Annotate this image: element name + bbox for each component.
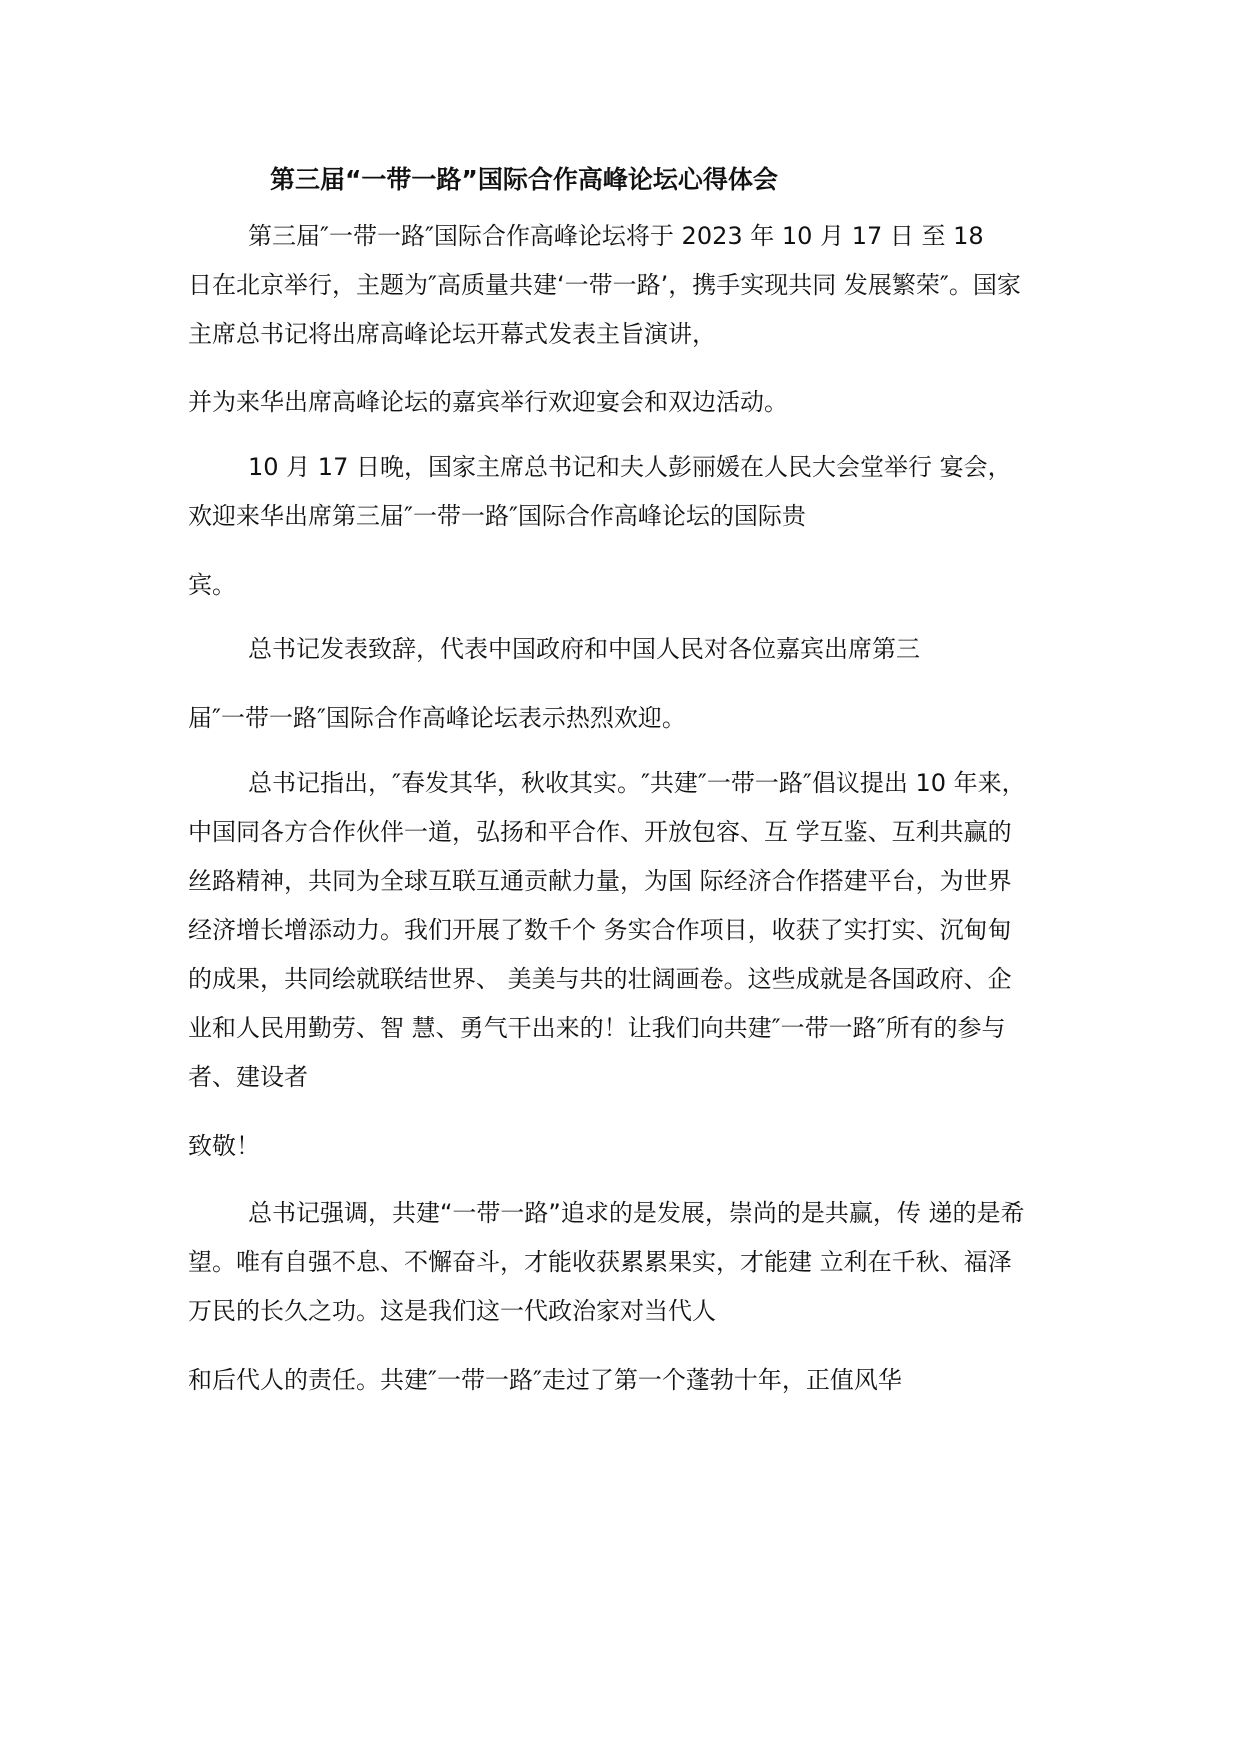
paragraph-line: 并为来华出席高峰论坛的嘉宾举行欢迎宴会和双边活动。 — [188, 388, 788, 416]
paragraph-line: 欢迎来华出席第三届″一带一路″国际合作高峰论坛的国际贵 — [188, 502, 806, 530]
paragraph-line: 总书记发表致辞，代表中国政府和中国人民对各位嘉宾出席第三 — [248, 635, 920, 663]
paragraph-line: 的成果，共同绘就联结世界、 美美与共的壮阔画卷。这些成就是各国政府、企 — [188, 965, 1012, 993]
paragraph-line: 总书记指出，″春发其华，秋收其实。″共建″一带一路″倡议提出 10 年来， — [248, 769, 1026, 797]
paragraph-line: 业和人民用勤劳、智 慧、勇气干出来的！让我们向共建″一带一路″所有的参与 — [188, 1014, 1006, 1042]
paragraph-line: 望。唯有自强不息、不懈奋斗，才能收获累累果实，才能建 立利在千秋、福泽 — [188, 1248, 1012, 1276]
paragraph-line: 主席总书记将出席高峰论坛开幕式发表主旨演讲， — [188, 320, 716, 348]
paragraph-line: 丝路精神，共同为全球互联互通贡献力量，为国 际经济合作搭建平台，为世界 — [188, 867, 1012, 895]
paragraph-line: 和后代人的责任。共建″一带一路″走过了第一个蓬勃十年，正值风华 — [188, 1366, 902, 1394]
paragraph-line: 10 月 17 日晚，国家主席总书记和夫人彭丽媛在人民大会堂举行 宴会， — [248, 453, 1012, 481]
paragraph-line: 第三届″一带一路″国际合作高峰论坛将于 2023 年 10 月 17 日 至 18 — [248, 222, 984, 250]
paragraph-line: 日在北京举行，主题为″高质量共建‘一带一路’，携手实现共同 发展繁荣″。国家 — [188, 271, 1021, 299]
document-title: 第三届“一带一路”国际合作高峰论坛心得体会 — [270, 165, 778, 194]
paragraph-line: 万民的长久之功。这是我们这一代政治家对当代人 — [188, 1297, 716, 1325]
paragraph-line: 者、建设者 — [188, 1063, 308, 1091]
paragraph-line: 中国同各方合作伙伴一道，弘扬和平合作、开放包容、互 学互鉴、互利共赢的 — [188, 818, 1012, 846]
paragraph-line: 总书记强调，共建“一带一路”追求的是发展，崇尚的是共赢，传 递的是希 — [248, 1199, 1025, 1227]
paragraph-line: 宾。 — [188, 571, 236, 599]
paragraph-line: 经济增长增添动力。我们开展了数千个 务实合作项目，收获了实打实、沉甸甸 — [188, 916, 1012, 944]
paragraph-line: 致敬！ — [188, 1132, 260, 1160]
paragraph-line: 届″一带一路″国际合作高峰论坛表示热烈欢迎。 — [188, 704, 686, 732]
